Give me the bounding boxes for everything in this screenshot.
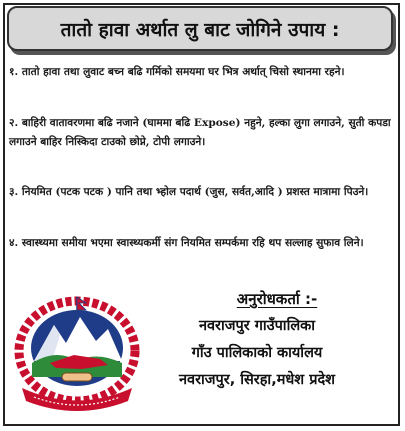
requester-line-3: नवराजपुर, सिरहा,मधेश प्रदेश xyxy=(178,372,336,388)
nepal-government-emblem-icon xyxy=(12,293,142,413)
advice-point-4: ४. स्वास्थ्यमा समीया भएमा स्वास्थ्यकर्मी संग नियमित सम्पर्कमा रहि थप सल्लाह सुफाव लिने। xyxy=(9,237,364,249)
advice-point-2: २. बाहिरी वातावरणमा बढि नजाने (घाममा बढि Expose) नहुने, हल्का लुगा लगाउने, सुती कपडा लगाउने बाहिर निस्किदा टाउको छोप्ने, टोपी लगाउने। xyxy=(9,117,391,148)
requester-line-2: गाँउ पालिकाको कार्यालय xyxy=(191,345,323,361)
requester-line-1: नवराजपुर गाउँपालिका xyxy=(198,318,316,334)
page-title: तातो हावा अर्थात लु बाट जोगिने उपाय : xyxy=(60,18,340,41)
advice-point-1: १. तातो हावा तथा लुवाट बच्न बढि गर्मिको समयमा घर भित्र अर्थात् चिसो स्थानमा रहने। xyxy=(9,66,345,78)
requester-block xyxy=(137,289,377,394)
requester-heading: अनुरोधकर्ता :- xyxy=(236,290,318,308)
title-banner xyxy=(7,6,393,51)
advice-point-3: ३. नियमित (पटक पटक ) पानि तथा भ्होल पदार्थ (जुस, सर्वत,आदि ) प्रशस्त मात्रामा पिउने। xyxy=(9,186,369,198)
